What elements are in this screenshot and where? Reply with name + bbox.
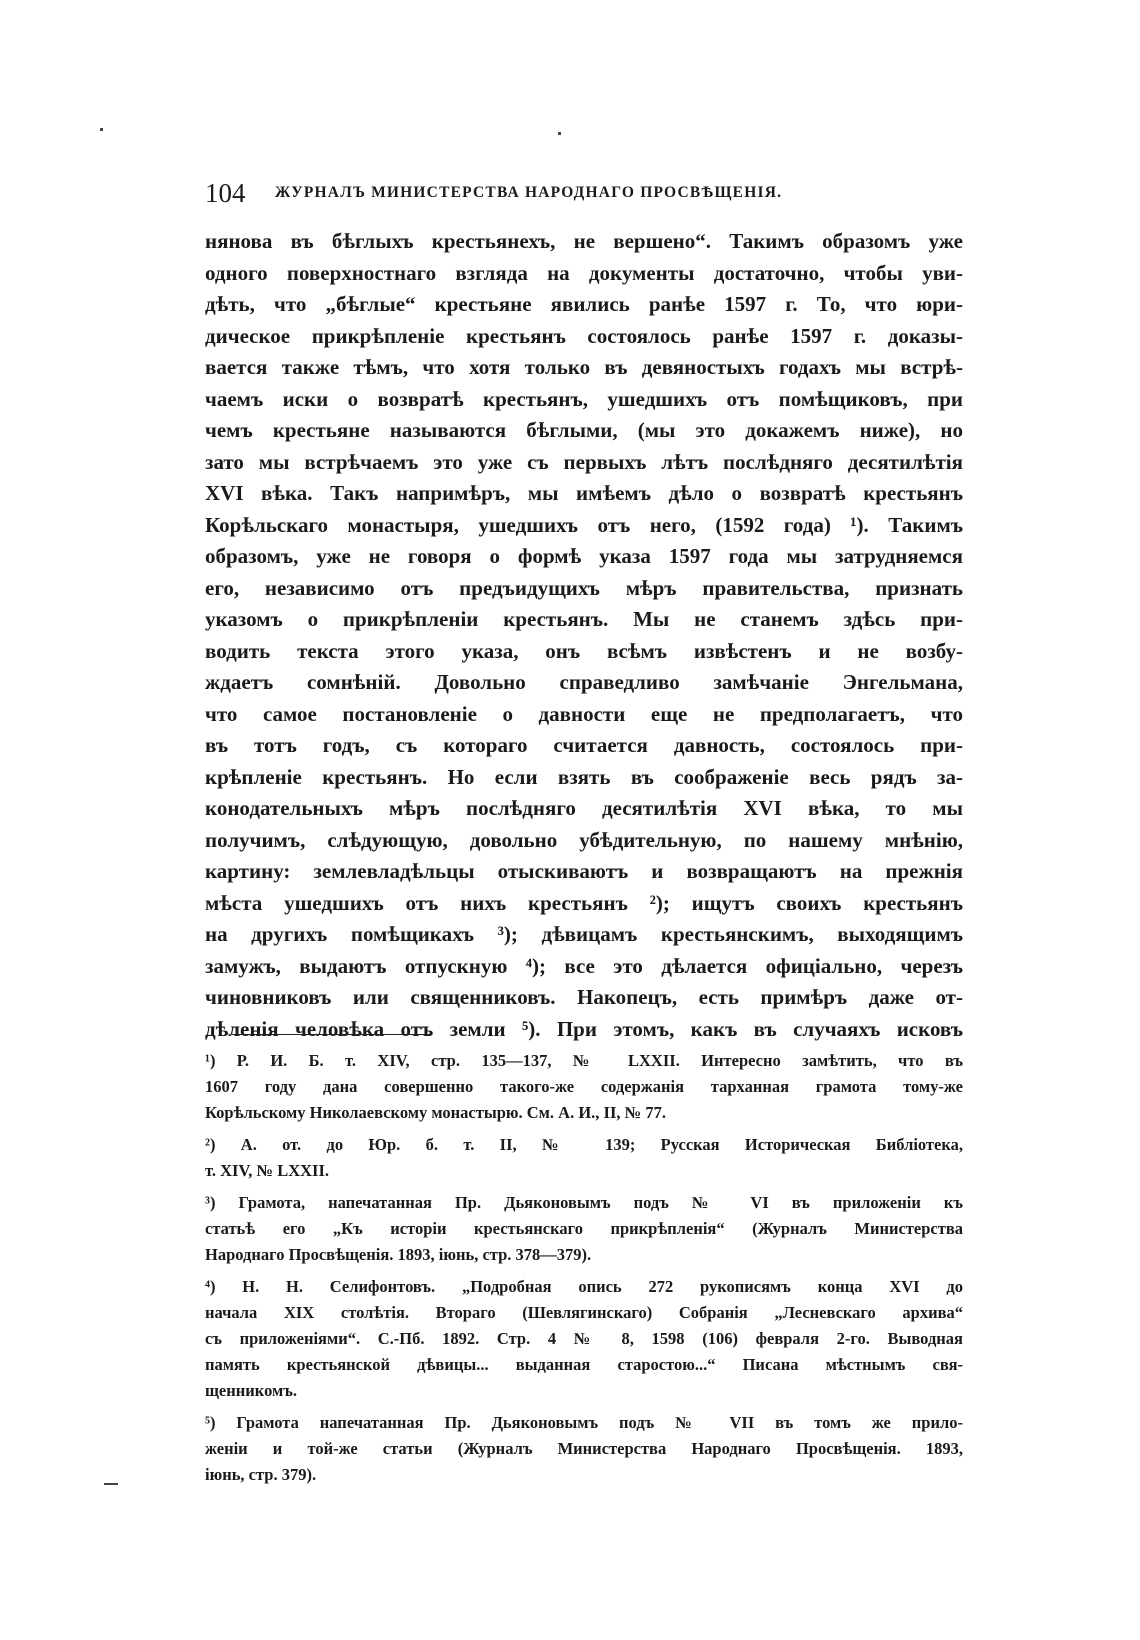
text-line: образомъ, уже не говоря о формѣ указа 1597 года мы затрудняемся <box>205 544 963 568</box>
text-line: получимъ, слѣдующую, довольно убѣдительную, по нашему мнѣнію, <box>205 827 963 852</box>
text-line: чаемъ иски о возвратѣ крестьянъ, ушедшихъ отъ помѣщиковъ, при <box>205 386 963 411</box>
footnote-5 <box>205 1410 963 1488</box>
footnote-line: т. XIV, № LXXII. <box>205 1161 329 1180</box>
stray-dash-mark <box>104 1483 118 1485</box>
text-line: указомъ о прикрѣпленіи крестьянъ. Мы не станемъ здѣсь при- <box>205 607 963 631</box>
footnote-line: женіи и той-же статьи (Журналъ Министерства Народнаго Просвѣщенія. 1893, <box>205 1439 963 1458</box>
footnote-line: начала XIX столѣтія. Втораго (Шевлягинскаго) Собранія „Лесневскаго архива“ <box>205 1303 963 1322</box>
footnote-line: ²) А. от. до Юр. б. т. II, № 139; Русская Историческая Библіотека, <box>205 1135 963 1154</box>
text-line: дическое прикрѣпленіе крестьянъ состоялось ранѣе 1597 г. доказы- <box>205 323 963 348</box>
text-line: нянова въ бѣглыхъ крестьянехъ, не вершено“. Такимъ образомъ уже <box>205 229 963 253</box>
running-title: ЖУРНАЛЪ МИНИСТЕРСТВА НАРОДНАГО ПРОСВѢЩЕНІЯ. <box>275 184 783 201</box>
footnote-divider <box>232 1034 430 1035</box>
text-line: вается также тѣмъ, что хотя только въ девяностыхъ годахъ мы встрѣ- <box>205 355 963 379</box>
text-line: на другихъ помѣщикахъ ³); дѣвицамъ крестьянскимъ, выходящимъ <box>205 922 963 946</box>
footnote-line: ⁴) Н. Н. Селифонтовъ. „Подробная опись 272 рукописямъ конца XVI до <box>205 1277 963 1296</box>
text-line: XVI вѣка. Такъ напримѣръ, мы имѣемъ дѣло о возвратѣ крестьянъ <box>205 481 963 505</box>
footnote-line: статьѣ его „Къ исторіи крестьянскаго прикрѣпленія“ (Журналъ Министерства <box>205 1219 963 1238</box>
text-line: конодательныхъ мѣръ послѣдняго десятилѣтія XVI вѣка, то мы <box>205 796 963 820</box>
footnote-3 <box>205 1190 963 1268</box>
stray-dot-mark <box>100 128 103 131</box>
text-line: водить текста этого указа, онъ всѣмъ извѣстенъ и не возбу- <box>205 638 963 663</box>
text-line: чиновниковъ или священниковъ. Накопецъ, есть примѣръ даже от- <box>205 985 963 1009</box>
text-line: картину: землевладѣльцы отыскиваютъ и возвращаютъ на прежнія <box>205 859 963 883</box>
footnotes <box>205 1048 963 1488</box>
text-line: дѣленія человѣка отъ земли ⁵). При этомъ, какъ въ случаяхъ исковъ <box>205 1016 963 1041</box>
footnote-line: съ приложеніями“. С.-Пб. 1892. Стр. 4 № 8, 1598 (106) февраля 2-го. Выводная <box>205 1329 963 1348</box>
text-line: замужъ, выдаютъ отпускную ⁴); все это дѣлается офиціально, черезъ <box>205 953 963 978</box>
text-line: его, независимо отъ предъидущихъ мѣръ правительства, признать <box>205 575 963 600</box>
main-text <box>205 226 963 1045</box>
footnote-line: щенникомъ. <box>205 1381 297 1400</box>
footnote-line: ⁵) Грамота напечатанная Пр. Дьяконовымъ подъ № VII въ томъ же прило- <box>205 1413 963 1432</box>
text-line: дѣть, что „бѣглые“ крестьяне явились ранѣе 1597 г. То, что юри- <box>205 292 963 316</box>
footnote-2 <box>205 1132 963 1184</box>
text-line: что самое постановленіе о давности еще не предполагаетъ, что <box>205 701 963 726</box>
text-line: зато мы встрѣчаемъ это уже съ первыхъ лѣтъ послѣдняго десятилѣтія <box>205 449 963 474</box>
page-number: 104 <box>205 178 246 208</box>
text-line: крѣпленіе крестьянъ. Но если взять въ соображеніе весь рядъ за- <box>205 764 963 789</box>
text-line: мѣста ушедшихъ отъ нихъ крестьянъ ²); ищутъ своихъ крестьянъ <box>205 890 963 915</box>
text-line: въ тотъ годъ, съ котораго считается давность, состоялось при- <box>205 733 963 757</box>
footnote-line: 1607 году дана совершенно такого-же содержанія тарханная грамота тому-же <box>205 1077 963 1096</box>
footnote-line: Корѣльскому Николаевскому монастырю. См. А. И., II, № 77. <box>205 1103 666 1122</box>
footnote-1 <box>205 1048 963 1126</box>
text-line: чемъ крестьяне называются бѣглыми, (мы это докажемъ ниже), но <box>205 418 963 442</box>
text-line: Корѣльскаго монастыря, ушедшихъ отъ него, (1592 года) ¹). Такимъ <box>205 512 963 537</box>
footnote-line: ³) Грамота, напечатанная Пр. Дьяконовымъ подъ № VI въ приложеніи къ <box>205 1193 963 1212</box>
footnote-4 <box>205 1274 963 1404</box>
text-line: одного поверхностнаго взгляда на документы достаточно, чтобы уви- <box>205 260 963 285</box>
stray-dot-mark <box>558 132 561 135</box>
page-header <box>205 178 965 210</box>
footnote-line: ¹) Р. И. Б. т. XIV, стр. 135—137, № LXXII. Интересно замѣтить, что въ <box>205 1051 963 1070</box>
footnote-line: Народнаго Просвѣщенія. 1893, іюнь, стр. 378—379). <box>205 1245 592 1264</box>
footnote-line: іюнь, стр. 379). <box>205 1465 317 1484</box>
footnote-line: память крестьянской дѣвицы... выданная старостою...“ Писана мѣстнымъ свя- <box>205 1355 963 1374</box>
text-line: ждаетъ сомнѣній. Довольно справедливо замѣчаніе Энгельмана, <box>205 670 963 694</box>
